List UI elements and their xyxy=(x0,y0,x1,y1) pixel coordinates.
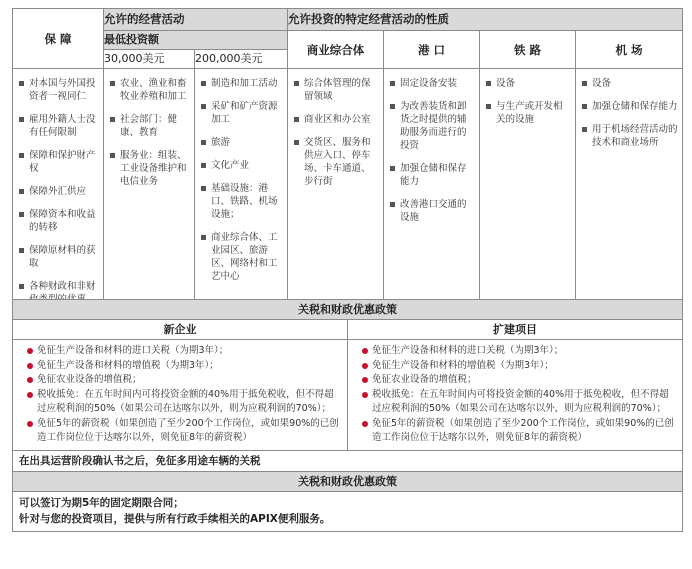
tax-incentives-table xyxy=(12,299,683,532)
list-item: 与生产或开发相关的设施 xyxy=(486,100,571,126)
new-enterprise-header: 新企业 xyxy=(13,320,348,340)
specific-activities-header: 允许投资的特定经营活动的性质 xyxy=(288,9,683,31)
list-item: 固定设备安装 xyxy=(390,77,475,90)
apix-service-note: 针对与您的投资项目，提供与所有行政手续相关的APIX便利服务。 xyxy=(19,512,331,525)
list-item: 免征生产设备和材料的增值税（为期3年）； xyxy=(27,359,341,374)
airport-header: 机 场 xyxy=(576,31,683,69)
list-item: 基础设施：港口、铁路、机场设施； xyxy=(201,182,283,221)
list-item: 对本国与外国投资者一视同仁 xyxy=(19,77,99,103)
tax-section-title: 关税和财政优惠政策 xyxy=(13,300,683,320)
list-item: 制造和加工活动 xyxy=(201,77,283,90)
min-investment-header: 最低投资额 xyxy=(104,31,288,50)
port-column xyxy=(384,69,480,321)
list-item: 税收抵免：在五年时间内可将投资金额的40%用于抵免税收，但不得超过应税利润的50%（如果公司在达喀尔以外，则为应税利润的70%）； xyxy=(27,388,341,417)
amount-30k-column xyxy=(104,69,195,321)
list-item: 雇用外籍人士没有任何限制 xyxy=(19,113,99,139)
allowed-activities-header: 允许的经营活动 xyxy=(104,9,288,31)
amount-30k-header: 30,000美元 xyxy=(104,50,195,69)
list-item: 商业区和办公室 xyxy=(294,113,379,126)
list-item: 采矿和矿产资源加工 xyxy=(201,100,283,126)
list-item: 设备 xyxy=(582,77,678,90)
incentives-table xyxy=(12,8,683,321)
list-item: 免征农业设备的增值税； xyxy=(27,373,341,388)
list-item: 文化产业 xyxy=(201,159,283,172)
list-item: 商业综合体、工业园区、旅游区、网络村和工艺中心 xyxy=(201,231,283,283)
list-item: 服务业：组装、工业设备维护和电信业务 xyxy=(110,149,190,188)
list-item: 各种财政和非财 xyxy=(19,280,99,306)
second-section-title: 关税和财政优惠政策 xyxy=(13,471,683,491)
list-item: 免征5年的薪资税（如果创造了至少200个工作岗位，或如果90%的已创造工作岗位位于达喀尔以外，则免征8年的薪资税） xyxy=(362,417,676,446)
expansion-header: 扩建项目 xyxy=(348,320,683,340)
list-item: 免征农业设备的增值税； xyxy=(362,373,676,388)
commercial-header: 商业综合体 xyxy=(288,31,384,69)
new-enterprise-column xyxy=(13,340,348,451)
list-item: 免征生产设备和材料的增值税（为期3年）； xyxy=(362,359,676,374)
amount-200k-header: 200,000美元 xyxy=(195,50,288,69)
list-item: 用于机场经营活动的技术和商业场所 xyxy=(582,123,678,149)
list-item: 保障外汇供应 xyxy=(19,185,99,198)
commercial-column xyxy=(288,69,384,321)
list-item: 免征生产设备和材料的进口关税（为期3年）； xyxy=(27,344,341,359)
railway-column xyxy=(480,69,576,321)
list-item: 改善港口交通的设施 xyxy=(390,198,475,224)
amount-200k-column xyxy=(195,69,288,321)
list-item: 农业、渔业和畜牧业养殖和加工 xyxy=(110,77,190,103)
list-item: 社会部门：健康、教育 xyxy=(110,113,190,139)
guarantee-column xyxy=(13,69,104,321)
list-item: 为改善装货和卸货之时提供的辅助服务而进行的投资 xyxy=(390,100,475,152)
list-item: 保障原材料的获取 xyxy=(19,244,99,270)
list-item: 保障和保护财产权 xyxy=(19,149,99,175)
list-item: 免征5年的薪资税（如果创造了至少200个工作岗位，或如果90%的已创造工作岗位位于达喀尔以外，则免征8年的薪资税） xyxy=(27,417,341,446)
expansion-column xyxy=(348,340,683,451)
second-section-body xyxy=(13,491,683,531)
contract-note: 可以签订为期5年的固定期限合同； xyxy=(19,496,184,509)
railway-header: 铁 路 xyxy=(480,31,576,69)
list-item: 加强仓储和保存能力 xyxy=(390,162,475,188)
list-item: 加强仓储和保存能力 xyxy=(582,100,678,113)
vehicle-exemption-note: 在出具运营阶段确认书之后，免征多用途车辆的关税 xyxy=(13,450,683,471)
list-item: 保障资本和收益的转移 xyxy=(19,208,99,234)
list-item: 综合体管理的保留领域 xyxy=(294,77,379,103)
airport-column xyxy=(576,69,683,321)
list-item: 税收抵免：在五年时间内可将投资金额的40%用于抵免税收，但不得超过应税利润的50%（如果公司在达喀尔以外，则为应税利润的70%）； xyxy=(362,388,676,417)
list-item: 免征生产设备和材料的进口关税（为期3年）； xyxy=(362,344,676,359)
list-item: 旅游 xyxy=(201,136,283,149)
guarantee-header: 保 障 xyxy=(13,9,104,69)
list-item: 交货区、服务和供应入口、停车场、卡车通道、步行街 xyxy=(294,136,379,188)
port-header: 港 口 xyxy=(384,31,480,69)
list-item: 设备 xyxy=(486,77,571,90)
